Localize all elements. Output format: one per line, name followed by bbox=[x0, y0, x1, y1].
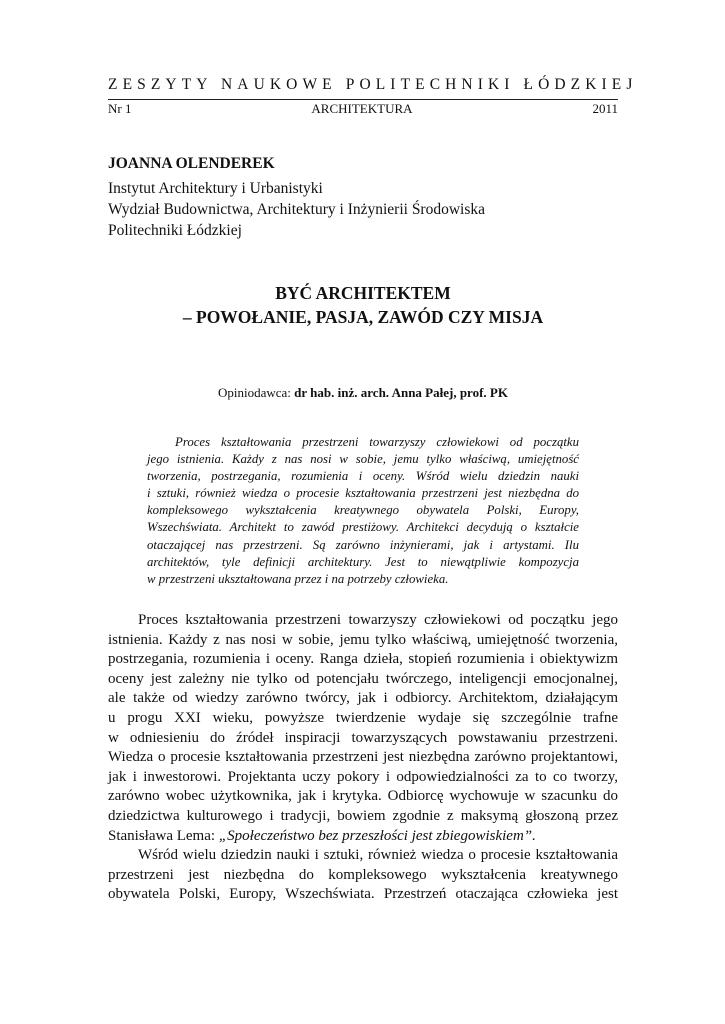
body-line: Stanisława Lema: bbox=[108, 827, 219, 844]
body-line: jak i inwestorowi. Projektanta uczy pokory i odpowiedzialności za to co tworzy, bbox=[108, 768, 618, 785]
body-line-with-quote bbox=[108, 827, 618, 847]
body-line: zarówno wobec użytkownika, jak i krytyka. Odbiorcę wychowuje w szacunku do bbox=[108, 788, 618, 805]
lem-quote: „Społeczeństwo bez przeszłości jest zbiegowiskiem”. bbox=[218, 827, 536, 844]
affiliation-line: Instytut Architektury i Urbanistyki bbox=[108, 180, 323, 197]
abstract-line: architektów, tyle definicji architektury. Jest to niewątpliwie kompozycja bbox=[147, 554, 579, 569]
body-line: w odniesieniu do źródeł inspiracji towarzyszących powstawaniu przestrzeni. bbox=[108, 729, 618, 746]
body-line: Wiedza o procesie kształtowania przestrzeni jest niezbędna zarówno projektantowi, bbox=[108, 749, 618, 766]
body-line: ale także od wiedzy zarówno twórcy, jak i odbiorcy. Architektom, działającym bbox=[108, 690, 618, 707]
abstract-line: otaczającej nas przestrzeni. Są zarówno inżynierami, jak i artystami. Ilu bbox=[147, 537, 579, 552]
journal-title: ZESZYTY NAUKOWE POLITECHNIKI ŁÓDZKIEJ bbox=[108, 76, 638, 93]
reviewer-label: Opiniodawca: bbox=[218, 385, 291, 400]
reviewer bbox=[108, 385, 618, 401]
section-name: ARCHITEKTURA bbox=[311, 101, 413, 116]
abstract-line: tworzenia, postrzegania, rozumienia i oceny. Wśród wielu dziedzin nauki bbox=[147, 469, 579, 484]
abstract-line: jego istnienia. Każdy z nas nosi w sobie, jemu tylko właściwą, umiejętność bbox=[147, 452, 579, 467]
issue-number: Nr 1 bbox=[108, 101, 132, 116]
abstract-line: kompleksowego wykształcenia kreatywnego obywatela Polski, Europy, bbox=[147, 503, 579, 518]
abstract-line: i sztuki, również wiedza o procesie kształtowania przestrzeni jest niezbędna do bbox=[147, 486, 579, 501]
body-line: istnienia. Każdy z nas nosi w sobie, jemu tylko właściwą, umiejętność tworzenia, bbox=[108, 631, 618, 648]
body-line: postrzegania, rozumienia i oceny. Ranga dzieła, stopień rozumienia i obiektywizm bbox=[108, 651, 618, 668]
body-line: Proces kształtowania przestrzeni towarzyszy człowiekowi od początku jego bbox=[138, 612, 618, 628]
abstract-line: Proces kształtowania przestrzeni towarzyszy człowiekowi od początku bbox=[175, 435, 579, 449]
author-name: JOANNA OLENDEREK bbox=[108, 155, 275, 172]
body-line: dziedzictwa kulturowego i tradycji, bowiem zgodnie z maksymą głoszoną przez bbox=[108, 807, 618, 824]
title-line-2: – POWOŁANIE, PASJA, ZAWÓD CZY MISJA bbox=[182, 307, 544, 327]
paper-title bbox=[108, 281, 618, 329]
reviewer-name: dr hab. inż. arch. Anna Pałej, prof. PK bbox=[294, 385, 508, 400]
title-line-1: BYĆ ARCHITEKTEM bbox=[275, 283, 451, 303]
body-line: u progu XXI wieku, powyższe twierdzenie wydaje się szczególnie trafne bbox=[108, 709, 618, 726]
author-affiliation bbox=[108, 178, 485, 241]
abstract-line: Wszechświata. Architekt to zawód prestiżowy. Architekci decydują o kształcie bbox=[147, 520, 579, 535]
body-line: przestrzeni jest niezbędna do kompleksowego wykształcenia kreatywnego bbox=[108, 866, 618, 883]
header-subline bbox=[108, 101, 618, 117]
affiliation-line: Politechniki Łódzkiej bbox=[108, 222, 242, 239]
body-line: Wśród wielu dziedzin nauki i sztuki, również wiedza o procesie kształtowania bbox=[138, 847, 618, 864]
body-line: oceny jest zależny nie tylko od potencjału twórczego, inteligencji emocjonalnej, bbox=[108, 670, 618, 687]
abstract bbox=[147, 434, 579, 588]
affiliation-line: Wydział Budownictwa, Architektury i Inżynierii Środowiska bbox=[108, 201, 486, 218]
year: 2011 bbox=[592, 101, 618, 116]
header-rule bbox=[108, 99, 618, 100]
body-line: obywatela Polski, Europy, Wszechświata. Przestrzeń otaczająca człowieka jest bbox=[108, 886, 618, 903]
body-text bbox=[108, 611, 618, 905]
abstract-line: w przestrzeni ukształtowana przez i na potrzeby człowieka. bbox=[147, 571, 449, 586]
